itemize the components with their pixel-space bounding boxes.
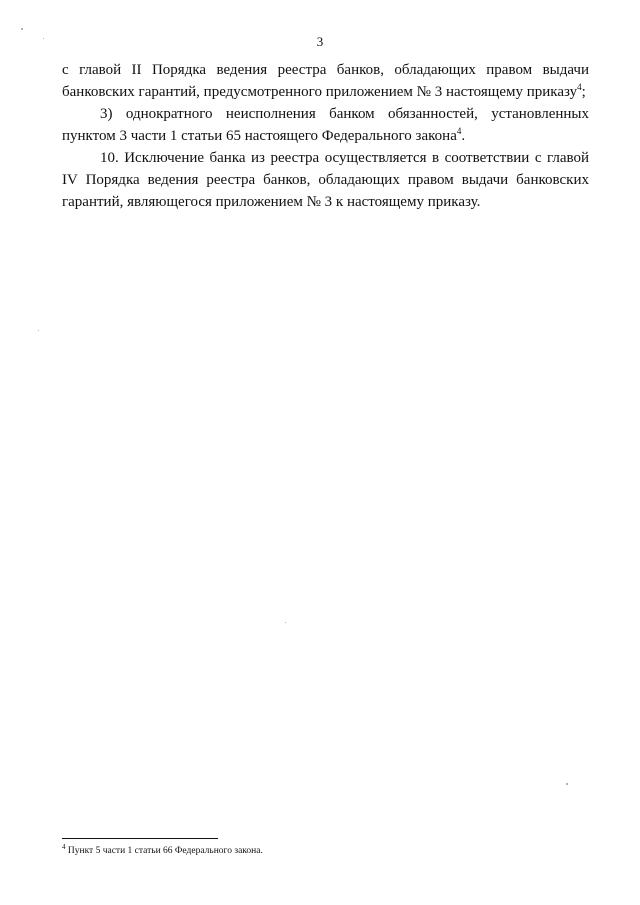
scan-speck [38,330,39,331]
paragraph-text: с главой II Порядка ведения реестра банков, обладающих правом выдачи банковских гарантий, предусмотренного приложением № 3 настоящему приказу [62,62,589,100]
footnote-reference[interactable]: 4 [577,82,582,92]
scan-speck [43,38,44,39]
paragraph-text: 10. Исключение банка из реестра осуществляется в соответствии с главой IV Порядка ведения реестра банков, обладающих правом выдачи банковских гарантий, являющегося приложением № 3 к настоящему приказу. [62,150,589,210]
footnote-separator [62,838,218,839]
scan-speck [285,622,286,623]
scan-speck [21,28,23,30]
paragraph-item-3 [62,103,589,147]
paragraph-tail: . [461,128,466,144]
footnote-text: Пункт 5 части 1 статьи 66 Федерального закона. [65,846,263,856]
paragraph-text: 3) однократного неисполнения банком обязанностей, установленных пунктом 3 части 1 статьи 65 настоящего Федерального закона [62,106,589,144]
scan-speck [566,783,568,785]
footnote-reference[interactable]: 4 [456,126,462,136]
paragraph-tail: ; [581,84,586,100]
paragraph-item-10 [62,147,589,213]
page-number: 3 [316,34,324,49]
body-text [62,59,589,213]
paragraph-continuation [62,59,589,103]
footnote-marker: 4 [62,843,66,851]
footnote [62,845,263,858]
